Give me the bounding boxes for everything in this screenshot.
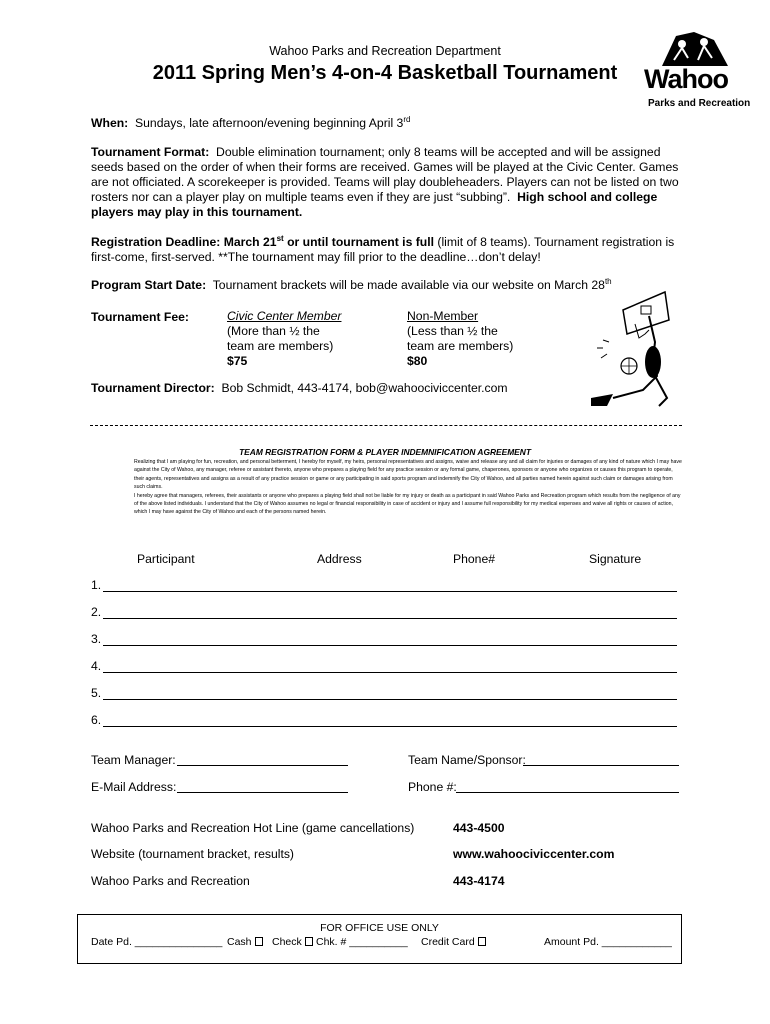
credit-card-checkbox[interactable]: Credit Card — [421, 936, 486, 948]
dashed-divider — [90, 425, 682, 426]
fee-member: Civic Center Member (More than ½ the team are members) $75 — [227, 309, 342, 368]
team-name-label: Team Name/Sponsor: — [408, 753, 526, 767]
participant-row-2[interactable]: 2. — [91, 605, 101, 619]
participant-row-6[interactable]: 6. — [91, 713, 101, 727]
website-url[interactable]: www.wahoociviccenter.com — [453, 847, 615, 861]
legal-paragraph-2: I hereby agree that managers, referees, their assistants or anyone who prepares a playing field shall not be liable for my injury or death as a participant in said Wahoo Parks and Recreation program which results from the negligence of any of the above listed individuals. I understand that the City of Wahoo assumes no legal or financial responsibility in case of accident or injury and I assume full responsibility for my medical expenses and waive all rights or causes of action, which I may have against the City of Wahoo and each of the persons named herein. — [134, 492, 681, 516]
logo-subtitle: Parks and Recreation — [648, 98, 751, 109]
director-label: Tournament Director: — [91, 381, 215, 395]
participant-row-1[interactable]: 1. — [91, 578, 101, 592]
phone-label: Phone #: — [408, 780, 457, 794]
date-paid[interactable]: Date Pd. _______________ — [91, 936, 223, 948]
indemnification-text — [90, 458, 682, 517]
deadline-text: (limit of 8 teams). Tournament registration is first-come, first-served. **The tournament may fill prior to the deadline…don’t delay! — [91, 235, 675, 264]
fee-label: Tournament Fee: — [91, 310, 189, 324]
team-name-field[interactable] — [523, 765, 679, 766]
program-start: Program Start Date: Tournament brackets will be made available via our website on March 28th — [91, 276, 612, 292]
hotline-label: Wahoo Parks and Recreation Hot Line (game cancellations) — [91, 821, 415, 835]
parks-number: 443-4174 — [453, 874, 505, 888]
team-manager-label: Team Manager: — [91, 753, 176, 767]
when-line: When: Sundays, late afternoon/evening beginning April 3rd — [91, 114, 411, 130]
director-text: Bob Schmidt, 443-4174, bob@wahoociviccenter.com — [221, 381, 508, 395]
participant-row-5[interactable]: 5. — [91, 686, 101, 700]
form-title: TEAM REGISTRATION FORM & PLAYER INDEMNIFICATION AGREEMENT — [239, 447, 531, 457]
wahoo-logo — [644, 30, 751, 116]
start-label: Program Start Date: — [91, 278, 207, 292]
column-address: Address — [317, 552, 362, 566]
tournament-format — [91, 145, 691, 220]
registration-deadline — [91, 235, 691, 265]
column-phone: Phone# — [453, 552, 496, 566]
cash-checkbox[interactable]: Cash — [227, 936, 263, 948]
office-title: FOR OFFICE USE ONLY — [320, 922, 439, 934]
deadline-label: Registration Deadline: March 21st or until tournament is full — [91, 233, 435, 249]
email-field[interactable] — [177, 792, 348, 793]
email-label: E-Mail Address: — [91, 780, 177, 794]
tournament-director — [91, 381, 691, 396]
department-name: Wahoo Parks and Recreation Department — [269, 44, 501, 58]
website-label: Website (tournament bracket, results) — [91, 847, 294, 861]
hotline-number: 443-4500 — [453, 821, 505, 835]
parks-label: Wahoo Parks and Recreation — [91, 874, 250, 888]
check-number[interactable]: Chk. # __________ — [316, 936, 408, 948]
format-bold-note: High school and college players may play in this tournament. — [91, 190, 658, 219]
column-signature: Signature — [589, 552, 642, 566]
phone-field[interactable] — [456, 792, 679, 793]
participant-row-3[interactable]: 3. — [91, 632, 101, 646]
amount-paid[interactable]: Amount Pd. ____________ — [544, 936, 672, 948]
fee-nonmember: Non-Member (Less than ½ the team are members) $80 — [407, 309, 514, 368]
logo-word: Wahoo — [644, 64, 728, 94]
page-title: 2011 Spring Men’s 4-on-4 Basketball Tournament — [152, 62, 618, 84]
legal-paragraph-1: Realizing that I am playing for fun, recreation, and personal betterment, I hereby for myself, my heirs, personal representatives and assigns, waive and release any and all claim for injuries or damages of any kind of nature which I may have against the City of Wahoo, any manager, referee or assistant thereto, anyone who prepares a playing field for any practice session or any formal game, chaperones, sponsors or anyone who organizes or causes this program to operate, their agents, representatives and assigns as a result of any practice session or game or any participating in said sports program and indemnify the City of Wahoo, and all parties named herein against such claim or damages arising from such claims. — [134, 459, 682, 491]
start-text: Tournament brackets will be made available via our website on March 28 — [212, 278, 605, 292]
office-use-box — [77, 914, 682, 964]
participant-row-4[interactable]: 4. — [91, 659, 101, 673]
team-manager-field[interactable] — [177, 765, 348, 766]
format-text: Double elimination tournament; only 8 teams will be accepted and will be assigned seeds based on the order of when their forms are received. Games will be played at the Civic Center. Games are not officiated. A scorekeeper is provided. Teams will play doubleheaders. Players can not be listed on two rosters nor can a player play on multiple teams even if they are just “subbing”. — [91, 145, 679, 204]
when-label: When: — [91, 116, 129, 130]
check-checkbox[interactable]: Check — [272, 936, 313, 948]
format-label: Tournament Format: — [91, 145, 210, 159]
when-text: Sundays, late afternoon/evening beginning April 3 — [135, 116, 404, 130]
column-participant: Participant — [137, 552, 195, 566]
